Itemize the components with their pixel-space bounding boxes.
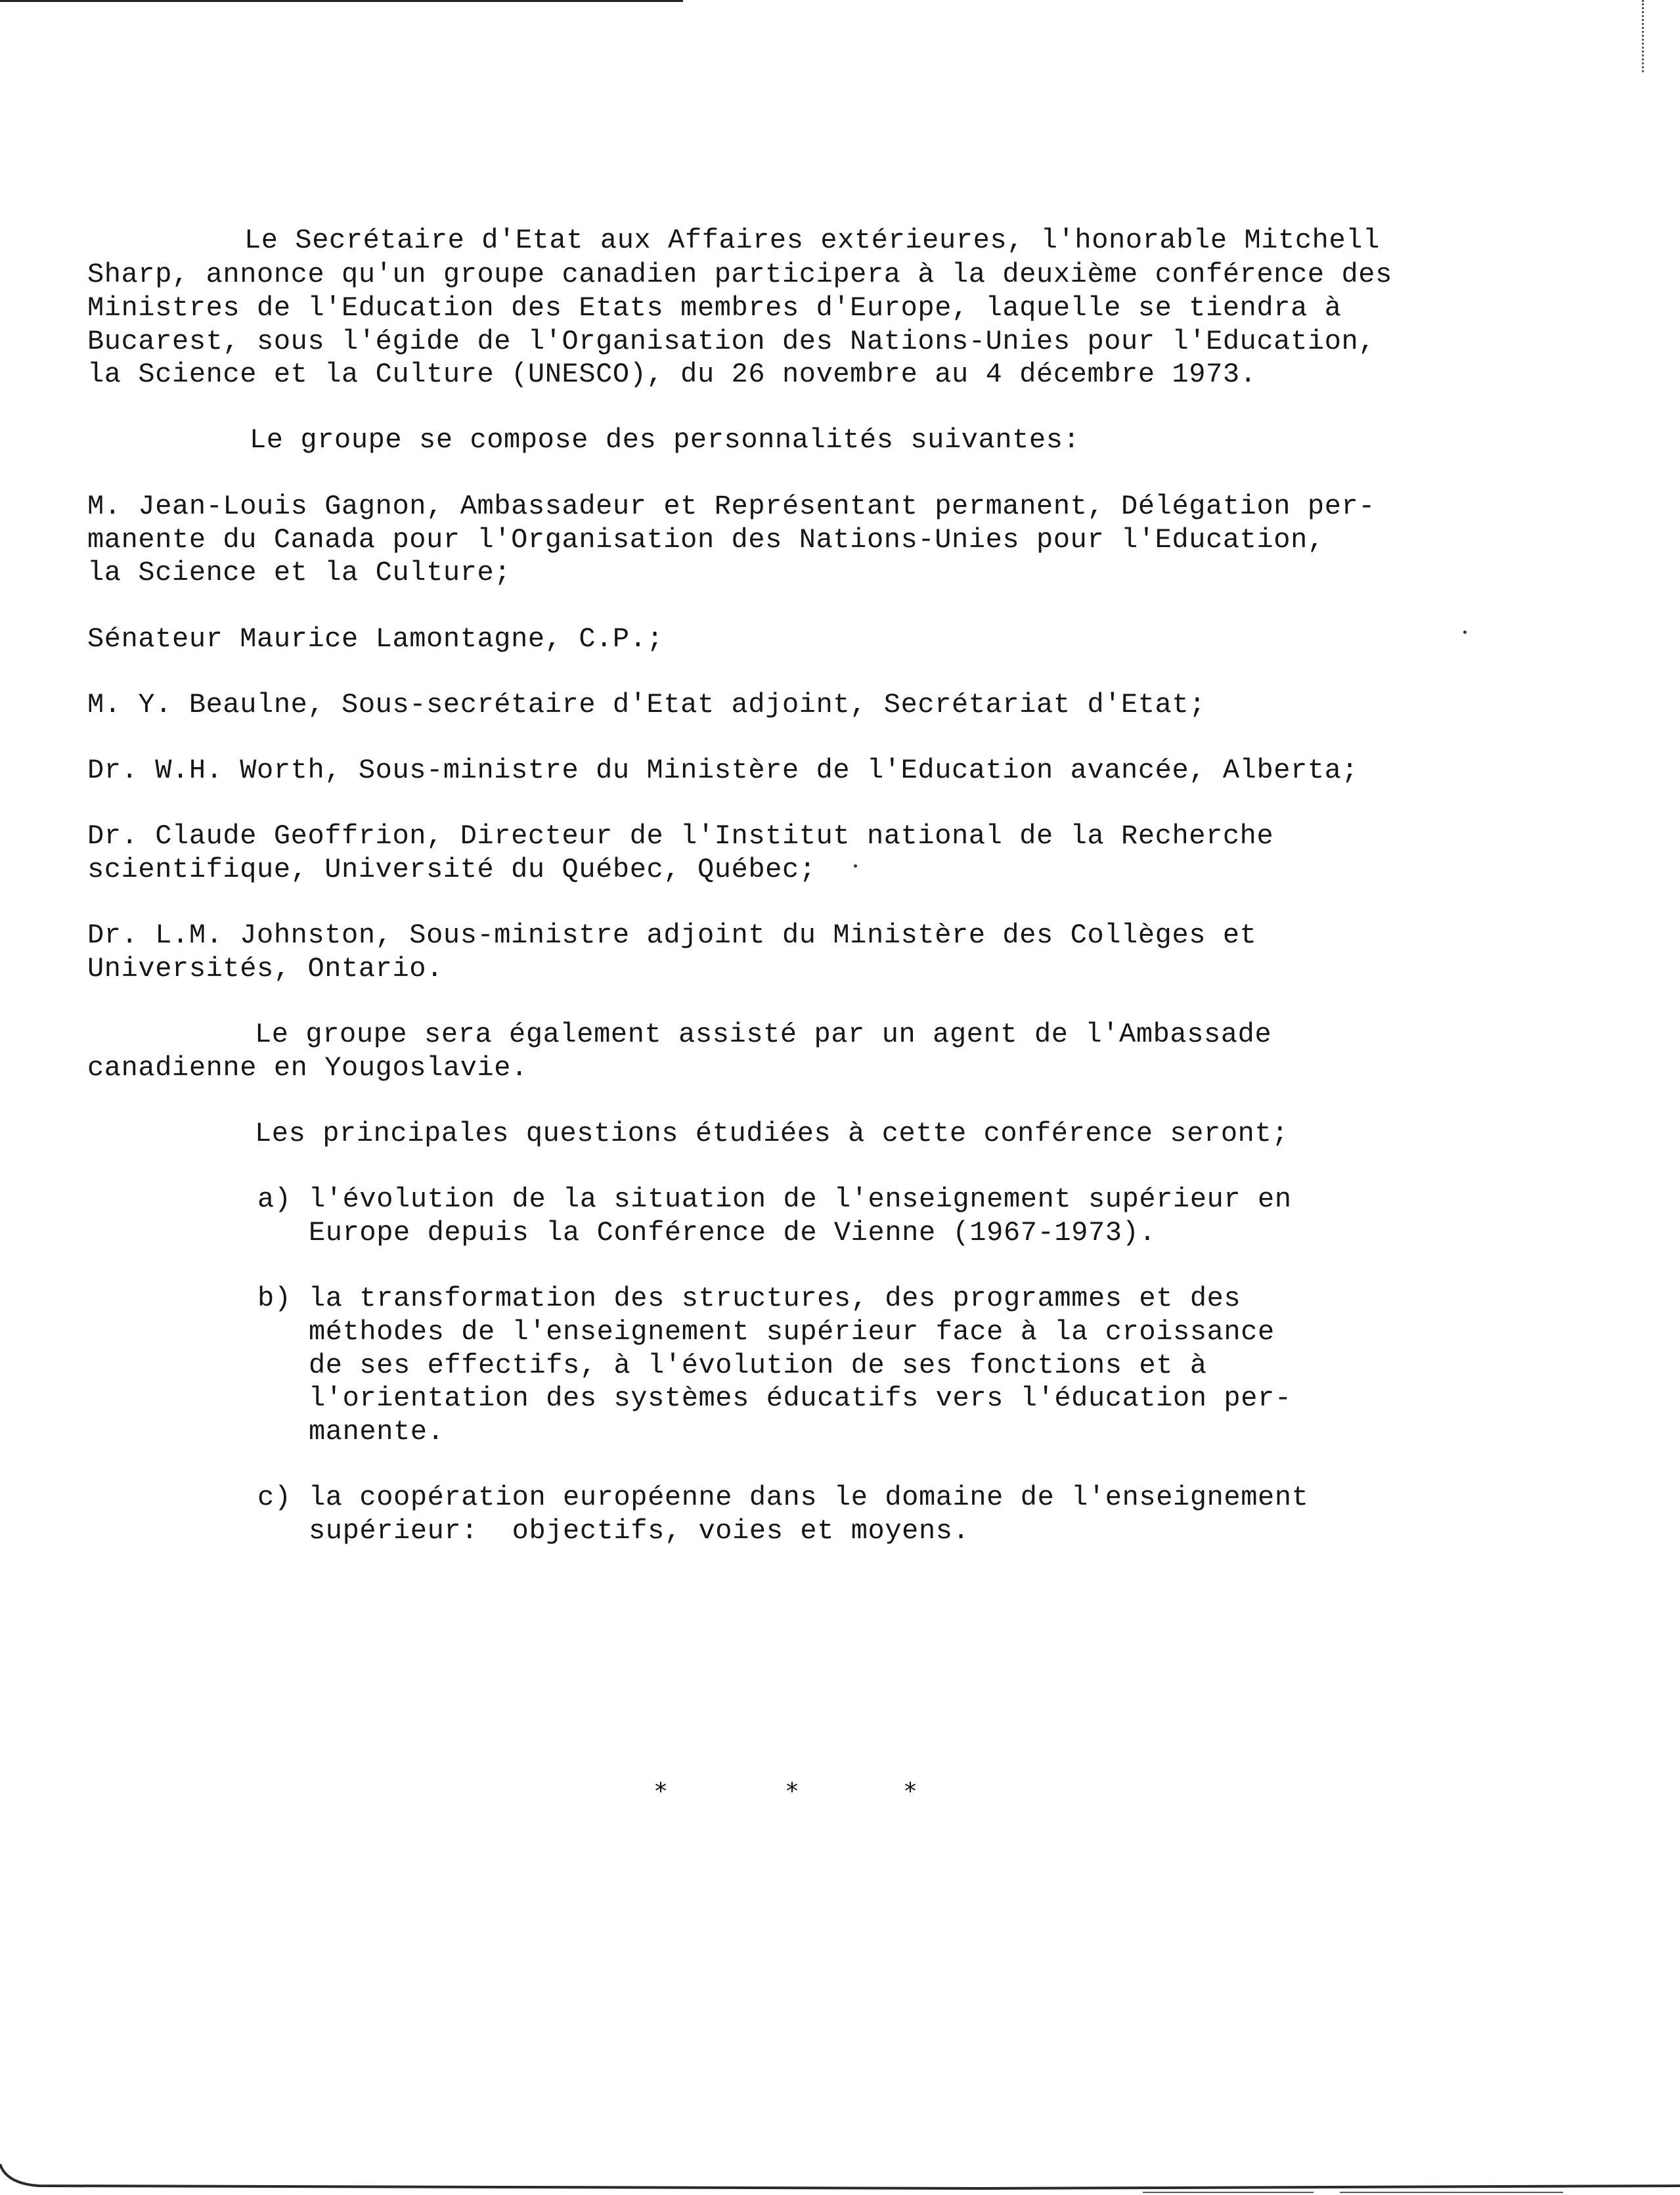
group-intro: Le groupe se compose des personnalités suivantes: (250, 424, 1080, 456)
intro-line: Ministres de l'Education des Etats membres d'Europe, laquelle se tiendra à (87, 292, 1342, 324)
end-mark: * (786, 1778, 798, 1805)
member-line: Dr. L.M. Johnston, Sous-ministre adjoint du Ministère des Collèges et (87, 920, 1257, 951)
scan-edge-top (0, 0, 683, 2)
question-marker: b) (257, 1283, 292, 1314)
member-line: M. Jean-Louis Gagnon, Ambassadeur et Représentant permanent, Délégation per- (87, 491, 1376, 522)
scan-edge-bottom (0, 2102, 1680, 2195)
question-line: l'orientation des systèmes éducatifs vers l'éducation per- (309, 1383, 1292, 1414)
member-line: M. Y. Beaulne, Sous-secrétaire d'Etat adjoint, Secrétariat d'Etat; (87, 689, 1206, 721)
question-line: supérieur: objectifs, voies et moyens. (309, 1515, 970, 1547)
end-mark: * (904, 1778, 916, 1805)
member-line: Dr. Claude Geoffrion, Directeur de l'Institut national de la Recherche (87, 820, 1274, 852)
member-line: scientifique, Université du Québec, Québec; (87, 854, 816, 885)
member-line: Universités, Ontario. (87, 953, 443, 985)
question-line: Europe depuis la Conférence de Vienne (1967-1973). (309, 1217, 1157, 1249)
assist-line: Le groupe sera également assisté par un agent de l'Ambassade (255, 1019, 1272, 1050)
intro-line: Le Secrétaire d'Etat aux Affaires extérieures, l'honorable Mitchell (244, 225, 1380, 256)
question-line: la transformation des structures, des programmes et des (309, 1283, 1241, 1314)
assist-line: canadienne en Yougoslavie. (87, 1052, 528, 1084)
question-line: manente. (309, 1416, 445, 1448)
question-line: de ses effectifs, à l'évolution de ses fonctions et à (309, 1350, 1207, 1381)
question-marker: c) (257, 1482, 292, 1513)
question-line: l'évolution de la situation de l'enseignement supérieur en (309, 1184, 1292, 1215)
intro-line: Sharp, annonce qu'un groupe canadien participera à la deuxième conférence des (87, 259, 1392, 290)
member-line: Sénateur Maurice Lamontagne, C.P.; (87, 623, 664, 655)
questions-intro: Les principales questions étudiées à cette conférence seront; (255, 1118, 1289, 1149)
scan-speck (1463, 631, 1467, 634)
scan-speck (854, 864, 857, 868)
intro-line: Bucarest, sous l'égide de l'Organisation des Nations-Unies pour l'Education, (87, 326, 1376, 357)
question-marker: a) (257, 1184, 292, 1215)
end-mark: * (655, 1778, 667, 1805)
member-line: Dr. W.H. Worth, Sous-ministre du Ministère de l'Education avancée, Alberta; (87, 755, 1359, 786)
question-line: méthodes de l'enseignement supérieur face à la croissance (309, 1316, 1275, 1348)
question-line: la coopération européenne dans le domaine de l'enseignement (309, 1482, 1309, 1513)
member-line: manente du Canada pour l'Organisation des Nations-Unies pour l'Education, (87, 524, 1325, 556)
scan-edge-right (1642, 0, 1646, 72)
intro-line: la Science et la Culture (UNESCO), du 26 novembre au 4 décembre 1973. (87, 359, 1257, 390)
member-line: la Science et la Culture; (87, 557, 512, 588)
